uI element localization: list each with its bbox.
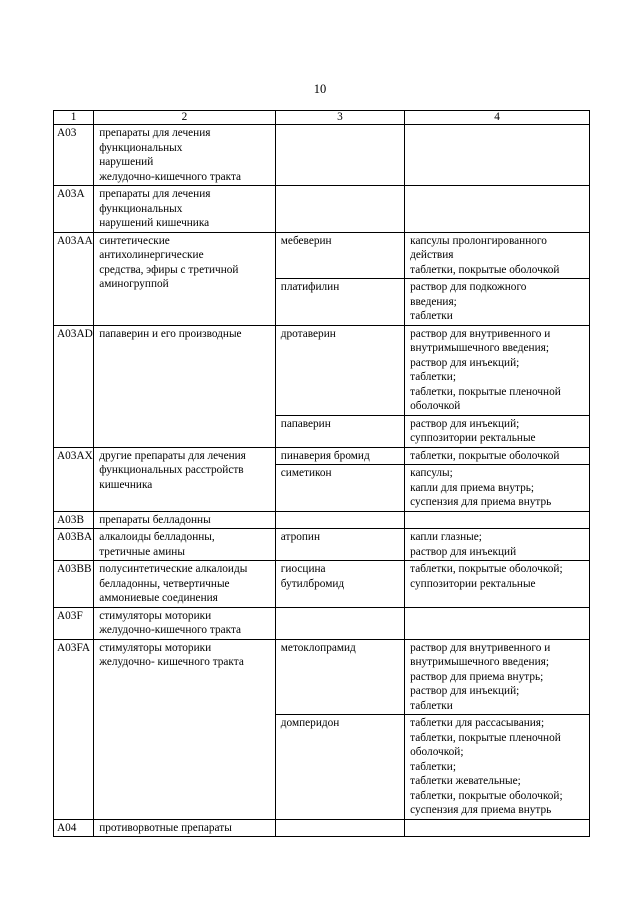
dosage-form-line: капсулы пролонгированного [410, 234, 547, 247]
anatomical-therapeutic-group-cell [94, 232, 276, 325]
dosage-forms-cell [405, 465, 590, 512]
dosage-form-line: суспензия для приема внутрь [410, 804, 552, 816]
atc-code-cell: A03FA [54, 639, 94, 819]
atc-code-cell: A03 [54, 125, 94, 186]
atc-code-cell: A03BA [54, 529, 94, 561]
dosage-form-line: таблетки, покрытые оболочкой; [410, 563, 563, 575]
dosage-form-line: раствор для инъекций [410, 545, 517, 558]
group-text-line: аммониевые соединения [99, 592, 218, 604]
dosage-form-line: раствор для инъекций; [410, 685, 520, 697]
dosage-form-line: таблетки, покрытые оболочкой; [410, 789, 563, 802]
group-text-line: алкалоиды белладонны, [99, 531, 215, 543]
dosage-form-line: таблетки, покрытые пленочной [410, 731, 561, 744]
dosage-form-line: таблетки; [410, 760, 456, 773]
drug-name-line: гиосцина [280, 563, 326, 575]
column-header-4: 4 [405, 111, 590, 125]
dosage-form-line: капсулы; [410, 467, 453, 479]
group-text-line: папаверин и его производные [99, 327, 242, 340]
dosage-forms-cell [405, 415, 590, 447]
group-text-line: препараты белладонны [99, 513, 211, 526]
dosage-forms-cell [405, 715, 590, 820]
anatomical-therapeutic-group-cell [94, 561, 276, 608]
anatomical-therapeutic-group-cell [94, 819, 276, 837]
dosage-form-line: таблетки, покрытые оболочкой [410, 449, 560, 462]
drug-name-cell [275, 639, 404, 715]
group-text-line: желудочно-кишечного тракта [99, 170, 242, 183]
table-row [54, 819, 590, 837]
dosage-form-line: таблетки, покрытые пленочной [410, 385, 561, 398]
anatomical-therapeutic-group-cell [94, 447, 276, 511]
group-text-line: нарушений кишечника [99, 217, 210, 229]
group-text-line: средства, эфиры с третичной [99, 263, 239, 276]
dosage-form-line: суспензия для приема внутрь [410, 496, 552, 508]
dosage-form-line: оболочкой [410, 400, 461, 412]
table-row [54, 511, 590, 529]
drug-name-line: дротаверин [280, 327, 336, 340]
drug-name-cell [275, 125, 404, 186]
dosage-form-line: капли для приема внутрь; [410, 481, 535, 494]
group-text-line: препараты для лечения [99, 188, 211, 200]
drug-name-cell [275, 415, 404, 447]
drug-name-cell [275, 186, 404, 233]
dosage-forms-cell [405, 447, 590, 465]
atc-code-cell: A03B [54, 511, 94, 529]
table-row [54, 232, 590, 279]
dosage-form-line: таблетки [410, 310, 453, 322]
table-row [54, 529, 590, 561]
dosage-form-line: суппозитории ректальные [410, 577, 536, 590]
dosage-forms-cell [405, 186, 590, 233]
table-row [54, 186, 590, 233]
anatomical-therapeutic-group-cell [94, 607, 276, 639]
dosage-form-line: введения; [410, 295, 457, 308]
anatomical-therapeutic-group-cell [94, 325, 276, 447]
group-text-line: полусинтетические алкалоиды [99, 563, 248, 575]
column-header-3: 3 [275, 111, 404, 125]
dosage-forms-cell [405, 561, 590, 608]
drug-name-line: метоклопрамид [280, 641, 356, 654]
drug-name-cell [275, 279, 404, 326]
group-text-line: третичные амины [99, 545, 185, 558]
dosage-forms-cell [405, 511, 590, 529]
drug-name-cell [275, 465, 404, 512]
drug-name-line: бутилбромид [280, 577, 345, 590]
dosage-form-line: раствор для внутривенного и [410, 641, 551, 654]
table-row [54, 639, 590, 715]
dosage-form-line: капли глазные; [410, 531, 482, 543]
dosage-form-line: раствор для инъекций; [410, 356, 520, 369]
table-row [54, 607, 590, 639]
dosage-form-line: раствор для инъекций; [410, 417, 520, 430]
drug-name-line: пинаверия бромид [280, 449, 370, 462]
drug-classification-table [53, 110, 590, 837]
group-text-line: кишечника [99, 478, 153, 491]
dosage-form-line: таблетки для рассасывания; [410, 717, 545, 729]
dosage-form-line: внутримышечного введения; [410, 342, 549, 354]
group-text-line: желудочно-кишечного тракта [99, 624, 242, 636]
dosage-form-line: внутримышечного введения; [410, 656, 549, 668]
dosage-forms-cell [405, 232, 590, 279]
group-text-line: функциональных расстройств [99, 464, 244, 476]
group-text-line: противорвотные препараты [99, 821, 232, 834]
dosage-forms-cell [405, 607, 590, 639]
dosage-forms-cell [405, 279, 590, 326]
anatomical-therapeutic-group-cell [94, 125, 276, 186]
page-number: 10 [313, 82, 327, 96]
anatomical-therapeutic-group-cell [94, 529, 276, 561]
group-text-line: стимуляторы моторики [99, 609, 212, 622]
dosage-form-line: раствор для внутривенного и [410, 327, 551, 340]
group-text-line: стимуляторы моторики [99, 641, 212, 654]
group-text-line: аминогруппой [99, 278, 169, 290]
group-text-line: функциональных [99, 202, 183, 215]
drug-name-line: симетикон [280, 467, 332, 479]
dosage-forms-cell [405, 325, 590, 415]
dosage-form-line: оболочкой; [410, 746, 464, 758]
group-text-line: желудочно- кишечного тракта [99, 656, 244, 668]
drug-name-cell [275, 529, 404, 561]
table-header-row [54, 111, 590, 125]
group-text-line: антихолинергические [99, 249, 204, 261]
atc-code-cell: A03AD [54, 325, 94, 447]
drug-name-cell [275, 715, 404, 820]
dosage-forms-cell [405, 819, 590, 837]
drug-name-line: папаверин [280, 417, 331, 430]
group-text-line: препараты для лечения [99, 127, 211, 139]
group-text-line: синтетические [99, 234, 170, 247]
table-row [54, 325, 590, 415]
drug-name-cell [275, 447, 404, 465]
drug-name-line: атропин [280, 531, 321, 543]
drug-name-cell [275, 561, 404, 608]
dosage-form-line: раствор для подкожного [410, 281, 527, 293]
drug-name-cell [275, 511, 404, 529]
atc-code-cell: A03AX [54, 447, 94, 511]
atc-code-cell: A03F [54, 607, 94, 639]
column-header-1: 1 [54, 111, 94, 125]
dosage-forms-cell [405, 529, 590, 561]
atc-code-cell: A03AA [54, 232, 94, 325]
table-row [54, 447, 590, 465]
dosage-form-line: суппозитории ректальные [410, 432, 536, 444]
dosage-forms-cell [405, 639, 590, 715]
table-row [54, 125, 590, 186]
anatomical-therapeutic-group-cell [94, 511, 276, 529]
dosage-forms-cell [405, 125, 590, 186]
group-text-line: функциональных [99, 141, 183, 154]
drug-name-cell [275, 325, 404, 415]
drug-name-cell [275, 819, 404, 837]
table-body [54, 125, 590, 837]
group-text-line: нарушений [99, 156, 154, 168]
table-row [54, 561, 590, 608]
dosage-form-line: таблетки жевательные; [410, 775, 521, 787]
dosage-form-line: таблетки [410, 699, 453, 712]
group-text-line: другие препараты для лечения [99, 449, 246, 462]
drug-name-cell [275, 232, 404, 279]
anatomical-therapeutic-group-cell [94, 639, 276, 819]
group-text-line: белладонны, четвертичные [99, 577, 230, 590]
atc-code-cell: A03BB [54, 561, 94, 608]
dosage-form-line: таблетки, покрытые оболочкой [410, 263, 560, 276]
atc-code-cell: A03A [54, 186, 94, 233]
drug-name-line: домперидон [280, 717, 340, 729]
dosage-form-line: раствор для приема внутрь; [410, 670, 544, 683]
drug-name-line: платифилин [280, 281, 340, 293]
column-header-2: 2 [94, 111, 276, 125]
dosage-form-line: действия [410, 249, 454, 261]
drug-name-line: мебеверин [280, 234, 332, 247]
atc-code-cell: A04 [54, 819, 94, 837]
anatomical-therapeutic-group-cell [94, 186, 276, 233]
drug-name-cell [275, 607, 404, 639]
dosage-form-line: таблетки; [410, 371, 456, 383]
